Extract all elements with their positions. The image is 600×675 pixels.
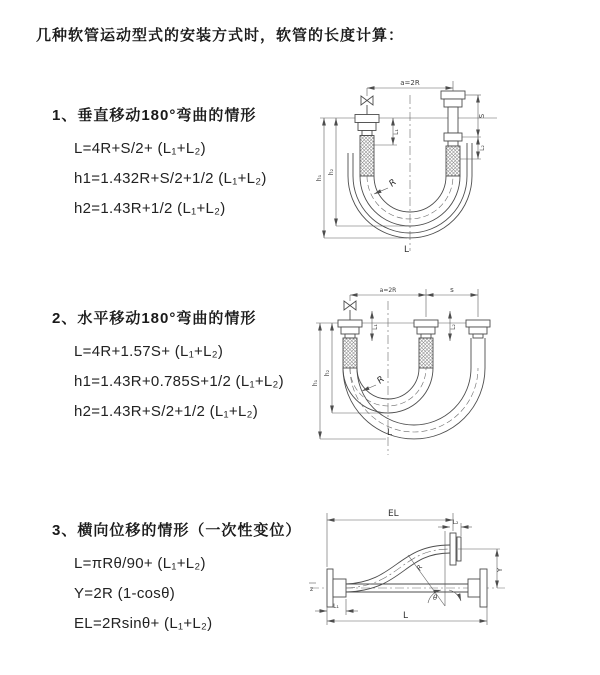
formula-line: h2=1.43R+S/2+1/2 (L₁+L₂) xyxy=(74,403,259,420)
radius-label: R xyxy=(375,374,387,387)
dimension-s xyxy=(426,286,478,317)
left-flange xyxy=(327,569,346,607)
formula-line: L=4R+1.57S+ (L₁+L₂) xyxy=(74,343,224,360)
section-1-formulas xyxy=(74,134,267,224)
dimension-l xyxy=(327,607,487,625)
valve-icon xyxy=(361,88,373,115)
dim-label-l1: L₁ xyxy=(333,603,339,610)
section-vertical-180 xyxy=(52,104,267,224)
section-lateral-displacement xyxy=(52,519,301,639)
radius-label: R xyxy=(387,177,399,190)
dim-label-l1: L₁ xyxy=(372,324,379,330)
centerline-mark-label: z xyxy=(310,586,314,593)
dim-label-theta: θ xyxy=(433,594,438,602)
hose-displaced-position xyxy=(346,533,461,592)
dim-label-a2r: a=2R xyxy=(400,79,420,87)
dimension-l2 xyxy=(450,311,457,341)
radius-label: R xyxy=(415,563,425,573)
formula-line: L=πRθ/90+ (L₁+L₂) xyxy=(74,555,206,572)
dimension-l1 xyxy=(315,599,358,615)
formula-line: EL=2Rsinθ+ (L₁+L₂) xyxy=(74,615,213,632)
dim-label-l2: L₂ xyxy=(479,145,486,151)
formula-line: h1=1.43R+0.785S+1/2 (L₁+L₂) xyxy=(74,373,284,390)
formula-line: L=4R+S/2+ (L₁+L₂) xyxy=(74,140,206,157)
diagram-vertical-180-bend xyxy=(310,75,600,260)
dimension-l2 xyxy=(478,137,486,159)
diagram-horizontal-180-bend xyxy=(308,283,598,463)
hose-u-bend xyxy=(343,368,485,439)
dim-label-s: S xyxy=(478,113,486,119)
valve-icon xyxy=(344,295,356,320)
formula-line: h1=1.432R+S/2+1/2 (L₁+L₂) xyxy=(74,170,267,187)
dim-label-l2: L₂ xyxy=(450,324,457,330)
left-fitting xyxy=(338,320,362,368)
dim-label-h1: h₁ xyxy=(316,174,323,182)
dimension-el xyxy=(327,509,453,567)
diagram-lateral-displacement xyxy=(300,503,600,653)
page-title: 几种软管运动型式的安装方式时，软管的长度计算： xyxy=(36,27,405,44)
braided-hose-left xyxy=(360,136,374,177)
dim-label-h2: h₂ xyxy=(328,168,335,176)
section-2-heading: 2、水平移动180°弯曲的情形 xyxy=(52,310,257,327)
middle-fitting xyxy=(414,320,438,368)
dim-label-a2r: a=2R xyxy=(379,287,397,294)
braided-hose-right xyxy=(446,146,460,176)
section-horizontal-180 xyxy=(52,307,284,427)
dimension-a-2r xyxy=(367,79,453,91)
dim-label-el: EL xyxy=(388,509,399,519)
dimension-a-2r xyxy=(350,287,426,295)
dim-label-l: L xyxy=(403,611,409,621)
section-3-heading: 3、横向位移的情形（一次性变位） xyxy=(52,522,302,539)
formula-line: h2=1.43R+1/2 (L₁+L₂) xyxy=(74,200,226,217)
dim-label-s: s xyxy=(450,286,454,294)
dim-label-l2: L₂ xyxy=(452,519,459,526)
length-label: L xyxy=(404,245,410,255)
dim-label-h1: h₁ xyxy=(312,379,319,387)
formula-line: Y=2R (1-cosθ) xyxy=(74,585,176,602)
dim-label-h2: h₂ xyxy=(324,369,331,377)
section-1-heading: 1、垂直移动180°弯曲的情形 xyxy=(52,107,257,124)
dimension-l1 xyxy=(372,311,379,341)
length-label: L xyxy=(387,428,393,438)
section-2-formulas xyxy=(74,337,284,427)
dim-label-l1: L₁ xyxy=(393,129,400,135)
right-fitting-positions xyxy=(441,91,465,176)
dim-label-y: Y xyxy=(496,567,504,573)
section-3-formulas xyxy=(74,549,301,639)
right-fitting-moved xyxy=(466,320,490,368)
radius-leader xyxy=(362,375,387,391)
